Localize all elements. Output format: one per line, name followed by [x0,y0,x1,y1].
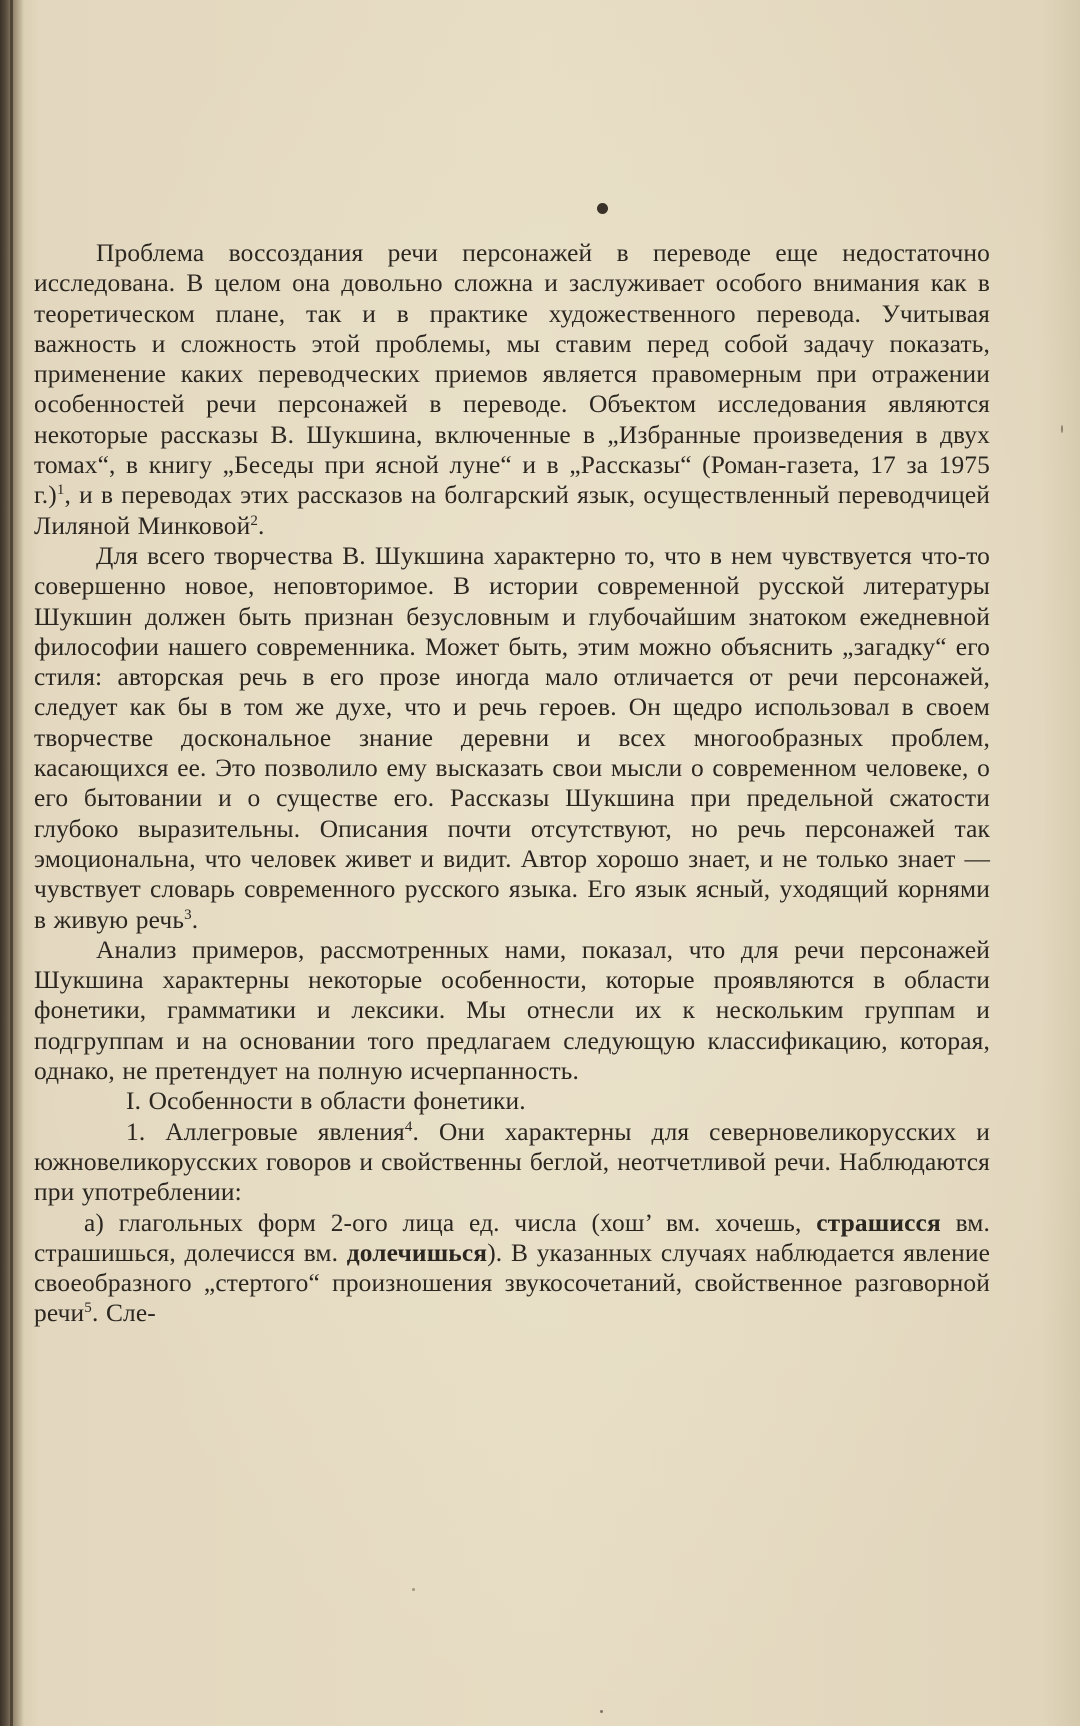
footnote-ref-4: 4 [404,1118,413,1135]
footnote-ref-5: 5 [84,1300,92,1317]
section-heading-text: I. Особенности в области фонетики. [126,1087,526,1116]
paragraph-shukshin-style [34,541,990,935]
section-heading-phonetics [34,1086,990,1116]
paragraph-intro [34,238,990,541]
paragraph-analysis-text: Анализ примеров, рассмотренных нами, показал, что для речи персонажей Шукшина характерны некоторые особенности, которые проявляются в области фонетики, грамматики и лексики. Мы отнесли их к нескольким группам и подгруппам и на основании того предлагаем следующую классификацию, которая, однако, не претендует на полную исчерпанность. [34,935,990,1086]
ink-speck [600,1710,603,1713]
item-allegro-start: 1. Аллегровые явления [126,1117,405,1146]
subitem-a-rest: ). В указанных случаях наблюдается явление своеобразного „стертого“ произношения звукосочетаний, свойственное разговорной речи [34,1238,991,1328]
subitem-a-bold-word-2: долечишься [346,1238,488,1267]
paragraph-intro-tail: , и в переводах этих рассказов на болгарский язык, осуществленный переводчицей Лиляной Минковой [34,481,990,540]
footnote-ref-2: 2 [250,512,259,529]
paragraph-shukshin-style-text: Для всего творчества В. Шукшина характерно то, что в нем чувствуется что-то совершенно новое, неповторимое. В истории современной русской литературы Шукшин должен быть признан безусловным и глубочайшим знатоком ежедневной философии нашего современника. Может быть, этим можно объяснить „загадку“ его стиля: авторская речь в его прозе иногда мало отличается от речи персонажей, следует как бы в том же духе, что и речь героев. Он щедро использовал в своем творчестве доскональное знание деревни и всех многообразных проблем, касающихся ее. Это позволило ему высказать свои мысли о современном человеке, о его бытовании и о существе его. Рассказы Шукшина при предельной сжатости глубоко выразительны. Описания почти отсутствуют, но речь персонажей так эмоциональна, что человек живет и видит. Автор хорошо знает, и не только знает — чувствует словарь современного русского языка. Его язык ясный, уходящий корнями в живую речь [34,541,990,934]
footnote-ref-1: 1 [56,482,65,499]
ink-speck [412,1588,415,1591]
item-allegro [34,1117,990,1208]
item-allegro-rest: . Они характерны для северновеликорусских и южновеликорусских говоров и свойственны беглой, неотчетливой речи. Наблюдаются при употреблении: [34,1117,991,1207]
paragraph-shukshin-style-end: . [191,905,199,934]
article-body [34,238,990,1329]
subitem-a-bold-word-1: страшисся [816,1208,941,1237]
paragraph-analysis [34,935,990,1086]
subitem-a-end: . Сле- [91,1299,156,1328]
footnote-ref-3: 3 [184,906,192,923]
paragraph-intro-end: . [258,511,265,540]
subitem-a-verb-forms [34,1208,990,1329]
ink-speck [1061,425,1063,433]
subitem-a-start: а) глагольных форм 2-ого лица ед. числа (хош’ вм. хочешь, [84,1208,817,1237]
book-spine-edge [10,0,13,1726]
ink-speck [597,203,608,214]
subitem-a-mid: вм. страшишься, долечисся вм. [34,1208,991,1267]
paragraph-intro-text: Проблема воссоздания речи персонажей в переводе еще недостаточно исследована. В целом она довольно сложна и заслуживает особого внимания как в теоретическом плане, так и в практике художественного перевода. Учитывая важность и сложность этой проблемы, мы ставим перед собой задачу показать, применение каких переводческих приемов является правомерным при отражении особенностей речи персонажей в переводе. Объектом исследования являются некоторые рассказы В. Шукшина, включенные в „Избранные произведения в двух томах“, в книгу „Беседы при ясной луне“ и в „Рассказы“ (Роман-газета, 17 за 1975 г.) [34,239,990,510]
